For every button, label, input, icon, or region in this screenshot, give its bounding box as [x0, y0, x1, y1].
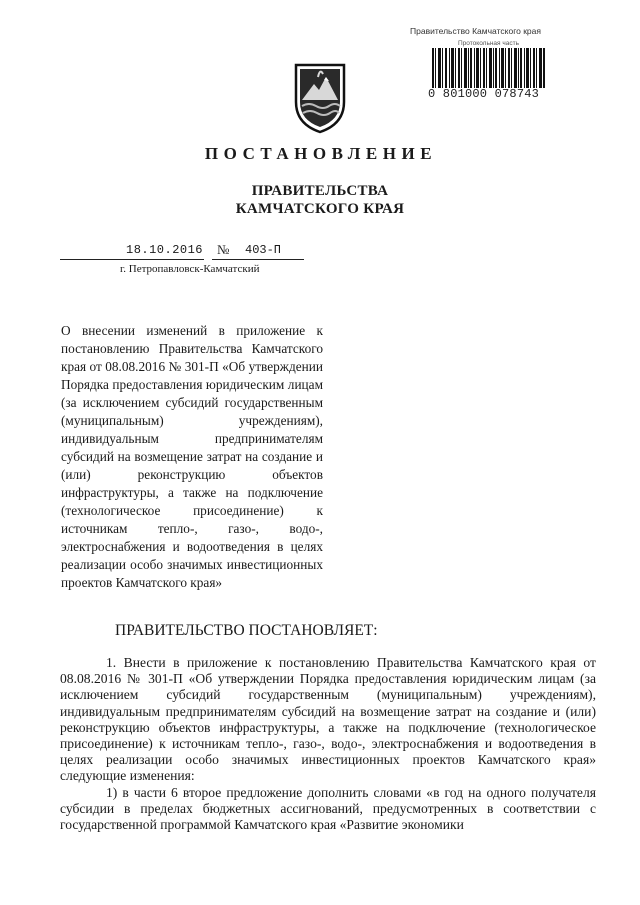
coat-of-arms-icon — [291, 62, 349, 134]
number-sign: № — [217, 242, 230, 257]
issuer-line-1: ПРАВИТЕЛЬСТВА — [251, 183, 389, 199]
decree-heading: ПРАВИТЕЛЬСТВО ПОСТАНОВЛЯЕТ: — [115, 622, 378, 639]
document-body — [60, 655, 596, 833]
barcode — [432, 48, 546, 90]
body-paragraph-2: 1) в части 6 второе предложение дополнить словами «в год на одного получателя субсидии в пределах бюджетных ассигнований, предусмотренных в соответствии с государственной программой Камчатского края «Развитие экономики — [60, 784, 596, 833]
date-underline — [60, 259, 204, 260]
document-type: ПОСТАНОВЛЕНИЕ — [204, 144, 438, 163]
body-paragraph-1: 1. Внести в приложение к постановлению Правительства Камчатского края от 08.08.2016 № 301-П «Об утверждении Порядка предоставления юридическим лицам (за исключением субсидий государственным (муниципальным) учреждениям), индивидуальным предпринимателям субсидий на возмещение затрат на создание и (или) реконструкцию объектов инфраструктуры, а также на подключение (технологическое присоединение) к источникам тепло-, газо-, водо-, электроснабжения и водоотведения в целях реализации особо значимых инвестиционных проектов Камчатского края» следующие изменения: — [60, 655, 596, 784]
stamp-part: Протокольная часть — [458, 40, 519, 47]
stamp-org: Правительство Камчатского края — [410, 26, 541, 36]
city: г. Петропавловск-Камчатский — [120, 263, 260, 275]
number-underline — [212, 259, 304, 260]
issuer-line-2: КАМЧАТСКОГО КРАЯ — [235, 201, 405, 217]
document-date: 18.10.2016 — [126, 243, 204, 257]
document-subject: О внесении изменений в приложение к постановлению Правительства Камчатского края от 08.08.2016 № 301-П «Об утверждении Порядка предоставления юридическим лицам (за исключением субсидий государственным (муниципальным) учреждениям), индивидуальным предпринимателям субсидий на возмещение затрат на создание и (или) реконструкцию объектов инфраструктуры, а также на подключение (технологическое присоединение) к источникам тепло-, газо-, водо-, электроснабжения и водоотведения в целях реализации особо значимых инвестиционных проектов Камчатского края» — [61, 323, 323, 590]
document-number: 403-П — [245, 243, 282, 257]
barcode-number: 0 801000 078743 — [428, 87, 540, 101]
